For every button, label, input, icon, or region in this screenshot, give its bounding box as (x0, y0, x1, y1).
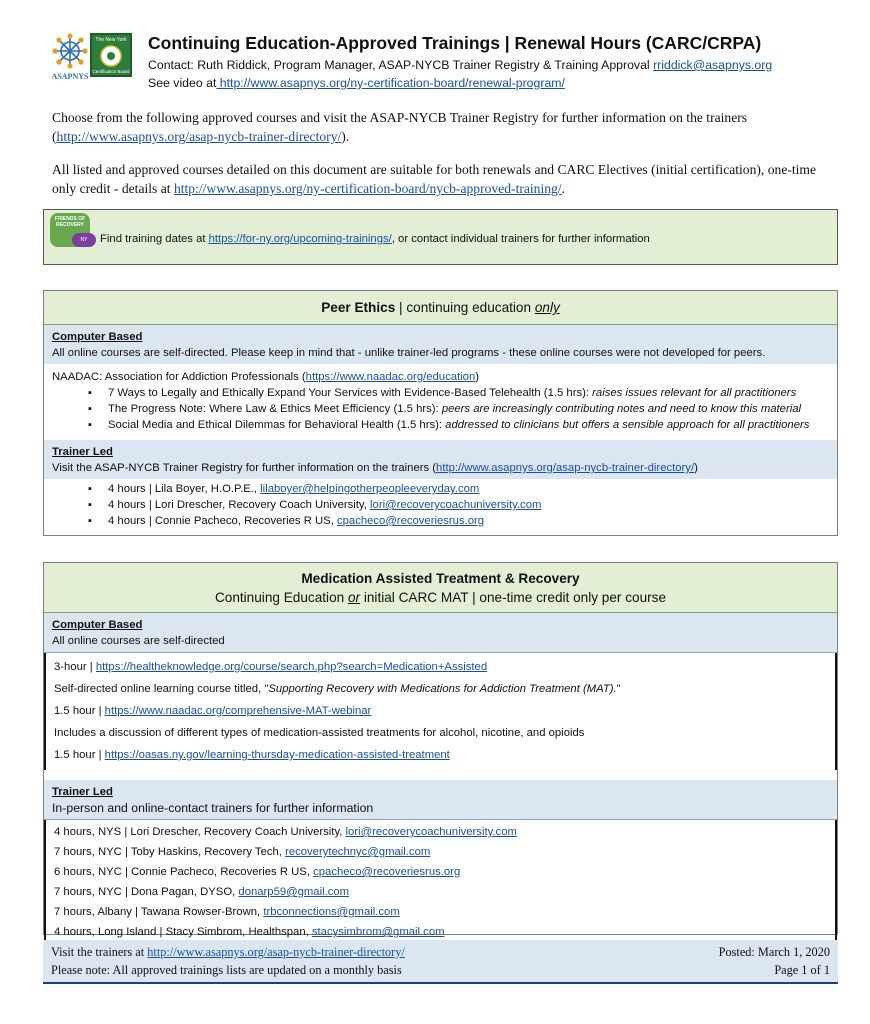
naadac-label-text: NAADAC: Association for Addiction Professionals ( (52, 371, 306, 383)
course-hours: 3-hour | (54, 661, 96, 673)
cert-seal-icon (92, 43, 130, 69)
trainer-led-desc-text: Visit the ASAP-NYCB Trainer Registry for further information on the trainers ( (52, 462, 437, 474)
course-note: peers are increasingly contributing notes and need to know this material (441, 403, 802, 415)
peer-ethics-title-rest: | continuing education (395, 300, 535, 315)
certification-board-logo (90, 33, 132, 77)
list-item (46, 842, 835, 862)
list-item (88, 401, 829, 417)
trainer-text: 7 hours, NYC | Toby Haskins, Recovery Tech, (54, 846, 286, 858)
for-logo-line-1: FRIENDS OF (54, 216, 86, 222)
cert-logo-line-2: Certification Board (92, 69, 130, 74)
trainer-text: 7 hours, NYC | Dona Pagan, DYSO, (54, 886, 239, 898)
trainer-text: 7 hours, Albany | Tawana Rowser-Brown, (54, 906, 264, 918)
intro-text-2-end: . (561, 181, 566, 196)
list-item (46, 744, 835, 767)
peer-ethics-computer-based (44, 325, 837, 364)
computer-based-heading: Computer Based (52, 331, 143, 343)
list-item (46, 656, 835, 678)
course-note: addressed to clinicians but offers a sensible approach for all practitioners (445, 419, 810, 431)
video-text: See video at (148, 76, 217, 90)
trainer-directory-link-2[interactable]: http://www.asapnys.org/asap-nycb-trainer-directory/ (436, 462, 695, 474)
page-footer (43, 940, 838, 984)
course-name: The Progress Note: Where Law & Ethics Meet Efficiency (1.5 hrs): (108, 403, 442, 415)
healtheknowledge-link[interactable]: https://healtheknowledge.org/course/search.php?search=Medication+Assisted (95, 661, 488, 673)
trainer-led-heading: Trainer Led (52, 446, 113, 458)
peer-ethics-section (43, 290, 838, 536)
trainer-text: 6 hours, NYC | Connie Pacheco, Recoveries R US, (54, 866, 314, 878)
for-logo-line-3: NY (72, 233, 96, 247)
computer-based-desc: All online courses are self-directed (52, 635, 225, 647)
mat-title: Medication Assisted Treatment & Recovery (301, 571, 580, 586)
video-line (148, 76, 565, 90)
trainer-led-desc-end: ) (694, 462, 698, 474)
oasas-mat-link[interactable]: https://oasas.ny.gov/learning-thursday-medication-assisted-treatment (104, 749, 450, 761)
naadac-course-list (52, 385, 829, 433)
peer-ethics-trainer-led (44, 440, 837, 479)
footer-visit (51, 945, 405, 960)
course-desc-end: " (616, 683, 621, 695)
trainer-email-link[interactable]: trbconnections@gmail.com (263, 906, 400, 918)
trainer-led-desc: In-person and online-contact trainers for further information (52, 801, 374, 815)
asapnys-logo (52, 33, 88, 83)
asapnys-logo-text: ASAPNYS (52, 72, 88, 81)
mat-trainer-list (44, 820, 837, 944)
footer-visit-text: Visit the trainers at (51, 945, 148, 959)
naadac-label-end: ) (475, 371, 479, 383)
trainer-list (52, 481, 829, 529)
trainer-text: 4 hours | Lila Boyer, H.O.P.E., (108, 483, 261, 495)
trainer-directory-link[interactable]: http://www.asapnys.org/asap-nycb-trainer-directory/ (56, 129, 342, 144)
footer-trainer-directory-link[interactable]: http://www.asapnys.org/asap-nycb-trainer-directory/ (147, 945, 405, 959)
posted-date: Posted: March 1, 2020 (718, 945, 830, 959)
list-item (88, 481, 829, 497)
mat-header (44, 563, 837, 613)
training-dates-prefix: Find training dates at (100, 233, 209, 245)
list-item (46, 862, 835, 882)
naadac-block (44, 364, 837, 436)
mat-online-list (44, 653, 837, 770)
mat-trainer-led (44, 780, 837, 820)
trainer-text: 4 hours | Connie Pacheco, Recoveries R US, (108, 515, 337, 527)
course-name: 7 Ways to Legally and Ethically Expand Your Services with Evidence-Based Telehealth (1.5 hrs): (108, 387, 593, 399)
cert-logo-line-1: The New York (95, 37, 127, 43)
training-dates-suffix: , or contact individual trainers for further information (391, 233, 650, 245)
mat-subtitle (44, 588, 837, 607)
naadac-label (52, 369, 829, 385)
trainer-email-link[interactable]: cpacheco@recoveriesrus.org (336, 515, 485, 527)
list-item (88, 497, 829, 513)
mat-computer-based (44, 613, 837, 653)
footer-note: Please note: All approved trainings lists are updated on a monthly basis (51, 963, 402, 977)
computer-based-heading: Computer Based (52, 619, 143, 631)
approved-training-link[interactable]: http://www.asapnys.org/ny-certification-board/nycb-approved-training/ (173, 181, 562, 196)
contact-email-link[interactable]: rriddick@asapnys.org (653, 58, 773, 72)
for-logo-line-2: RECOVERY (56, 222, 84, 228)
intro-text-2: All listed and approved courses detailed on this document are suitable for both renewals and CARC Electives (initial certification), one-time only credit - details at (52, 162, 817, 196)
course-hours: 1.5 hour | (54, 705, 105, 717)
trainer-text: 4 hours | Lori Drescher, Recovery Coach University, (108, 499, 371, 511)
peer-ethics-title-only: only (534, 300, 560, 315)
computer-based-desc: All online courses are self-directed. Please keep in mind that - unlike trainer-led programs - these online courses were not developed for peers. (52, 347, 766, 359)
trainer-email-link[interactable]: stacysimbrom@gmail.com (311, 926, 445, 938)
trainer-email-link[interactable]: cpacheco@recoveriesrus.org (313, 866, 461, 878)
list-item (88, 513, 829, 529)
trainer-led-heading: Trainer Led (52, 786, 113, 798)
trainer-email-link[interactable]: lilaboyer@helpingotherpeopleeveryday.com (260, 483, 480, 495)
mat-section (43, 562, 838, 938)
intro-paragraph-2 (52, 160, 832, 198)
list-item (88, 417, 829, 433)
list-item (46, 678, 835, 700)
course-desc: Self-directed online learning course titled, " (54, 683, 269, 695)
list-item (46, 722, 835, 744)
trainer-email-link[interactable]: lori@recoverycoachuniversity.com (370, 499, 542, 511)
upcoming-trainings-link[interactable]: https://for-ny.org/upcoming-trainings/ (208, 233, 392, 245)
list-item (88, 385, 829, 401)
trainer-email-link[interactable]: lori@recoverycoachuniversity.com (345, 826, 517, 838)
training-dates-text (100, 233, 650, 245)
naadac-mat-webinar-link[interactable]: https://www.naadac.org/comprehensive-MAT-webinar (104, 705, 372, 717)
peer-ethics-trainers (44, 479, 837, 532)
page-title: Continuing Education-Approved Trainings | Renewal Hours (CARC/CRPA) (148, 33, 762, 53)
contact-line (148, 58, 772, 72)
course-name: Social Media and Ethical Dilemmas for Behavioral Health (1.5 hrs): (108, 419, 446, 431)
list-item (46, 700, 835, 722)
peer-ethics-header (44, 291, 837, 325)
list-item (46, 822, 835, 842)
course-desc: Includes a discussion of different types of medication-assisted treatments for alcohol, nicotine, and opioids (54, 727, 585, 739)
list-item (46, 882, 835, 902)
intro-text-1-end: ). (341, 129, 350, 144)
trainer-text: 4 hours, Long Island | Stacy Simbrom, Healthspan, (54, 926, 312, 938)
trainer-led-desc (52, 460, 829, 476)
trainer-text: 4 hours, NYS | Lori Drescher, Recovery Coach University, (54, 826, 346, 838)
intro-text-1: Choose from the following approved courses and visit the ASAP-NYCB Trainer Registry for further information on the trainers ( (52, 110, 748, 144)
mat-subtitle-a: Continuing Education (214, 590, 348, 605)
naadac-education-link[interactable]: https://www.naadac.org/education (305, 371, 476, 383)
page-number: Page 1 of 1 (774, 963, 830, 977)
list-item (46, 922, 835, 942)
contact-text: Contact: Ruth Riddick, Program Manager, ASAP-NYCB Trainer Registry & Training Approval (148, 58, 654, 72)
training-dates-box (43, 209, 838, 265)
course-hours: 1.5 hour | (54, 749, 105, 761)
peer-ethics-title: Peer Ethics (321, 300, 396, 315)
trainer-email-link[interactable]: recoverytechnyc@gmail.com (285, 846, 431, 858)
course-title-italic: Supporting Recovery with Medications for Addiction Treatment (MAT). (268, 683, 617, 695)
section-gap (44, 770, 837, 780)
video-link[interactable]: http://www.asapnys.org/ny-certification-board/renewal-program/ (216, 76, 565, 90)
list-item (46, 902, 835, 922)
friends-of-recovery-logo (50, 213, 90, 247)
course-note: raises issues relevant for all practitioners (592, 387, 797, 399)
trainer-email-link[interactable]: donarp59@gmail.com (238, 886, 350, 898)
intro-paragraph-1 (52, 108, 832, 146)
mat-subtitle-b: initial CARC MAT | one-time credit only per course (360, 590, 667, 605)
mat-subtitle-or: or (347, 590, 361, 605)
